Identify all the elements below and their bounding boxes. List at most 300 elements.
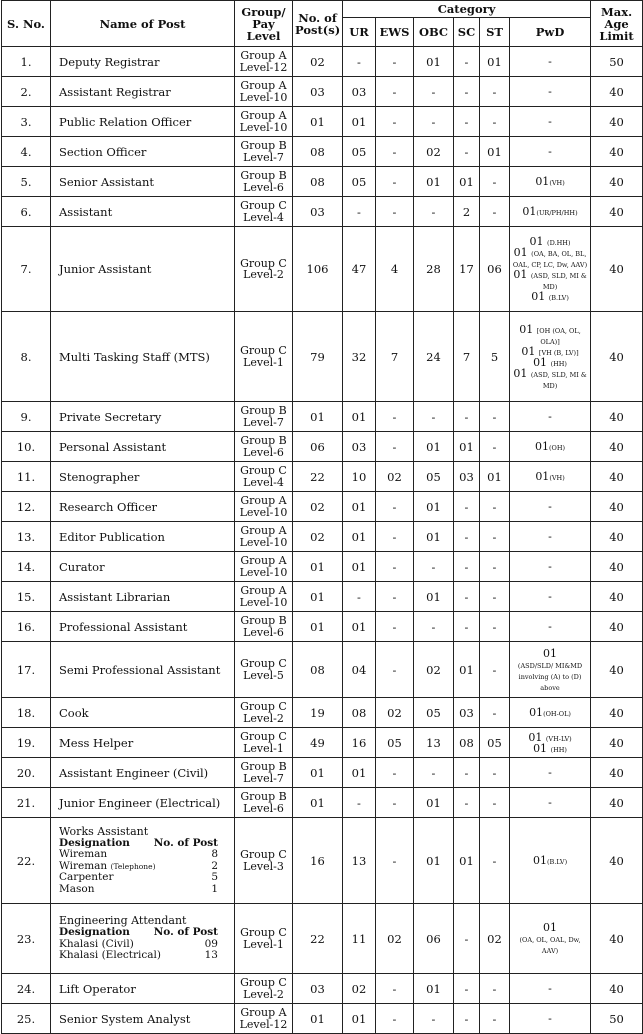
cell-posts: 02: [293, 522, 343, 552]
cell-st: 01: [480, 462, 510, 492]
designation-count: 2: [211, 859, 218, 872]
table-row: [2, 167, 643, 197]
pay-level: Level-10: [239, 535, 288, 549]
cell-pwd: [510, 312, 591, 402]
group-label: Group B: [240, 760, 287, 773]
pwd-category: (OA, BA, OL, BL, OAL, CP, LC, Dw, AAV): [512, 250, 588, 269]
cell-ews: -: [376, 432, 414, 462]
cell-sno: 9.: [2, 402, 51, 432]
cell-st: -: [480, 402, 510, 432]
group-label: Group A: [240, 554, 287, 567]
pay-level: Level-5: [243, 668, 284, 682]
cell-obc: 28: [414, 227, 454, 312]
cell-sno: 11.: [2, 462, 51, 492]
cell-pwd: -: [510, 582, 591, 612]
pay-level: Level-10: [239, 90, 288, 104]
cell-st: -: [480, 522, 510, 552]
cell-st: -: [480, 642, 510, 698]
cell-group-level: [235, 197, 293, 227]
cell-ur: 11: [343, 904, 376, 974]
pwd-count: 01: [535, 175, 550, 188]
cell-st: -: [480, 698, 510, 728]
designation-name: Wireman (Telephone): [59, 859, 156, 872]
pwd-count: 01: [532, 854, 547, 867]
pay-level: Level-1: [243, 741, 284, 755]
pwd-count: 01: [529, 235, 544, 248]
cell-sc: 01: [454, 167, 480, 197]
cell-post-name: Private Secretary: [51, 402, 235, 432]
cell-group-level: [235, 137, 293, 167]
cell-post-name: [51, 904, 235, 974]
cell-obc: 05: [414, 698, 454, 728]
cell-group-level: [235, 312, 293, 402]
pay-level: Level-4: [243, 210, 284, 224]
header-group: Group/ Pay Level: [235, 1, 293, 47]
pwd-count: 01: [519, 322, 534, 336]
pay-level: Level-10: [239, 565, 288, 579]
cell-age: 40: [591, 462, 643, 492]
cell-group-level: [235, 612, 293, 642]
cell-ur: 01: [343, 612, 376, 642]
cell-ews: -: [376, 77, 414, 107]
cell-posts: 01: [293, 758, 343, 788]
cell-sno: 18.: [2, 698, 51, 728]
cell-age: 40: [591, 612, 643, 642]
designation-count: 13: [204, 949, 218, 962]
cell-posts: 16: [293, 818, 343, 904]
group-label: Group C: [240, 926, 287, 939]
cell-group-level: [235, 582, 293, 612]
cell-age: 40: [591, 137, 643, 167]
table-row: [2, 137, 643, 167]
cell-post-name: Multi Tasking Staff (MTS): [51, 312, 235, 402]
cell-post-name: Semi Professional Assistant: [51, 642, 235, 698]
cell-ews: -: [376, 642, 414, 698]
designation-count: 5: [211, 871, 218, 884]
group-label: Group B: [240, 404, 287, 417]
table-row: [2, 462, 643, 492]
cell-sc: 01: [454, 432, 480, 462]
group-label: Group B: [240, 169, 287, 182]
designation-label: Designation: [59, 926, 130, 939]
cell-obc: 24: [414, 312, 454, 402]
table-row: [2, 904, 643, 974]
cell-ur: 01: [343, 758, 376, 788]
cell-post-name: Assistant Librarian: [51, 582, 235, 612]
cell-group-level: [235, 227, 293, 312]
cell-ews: -: [376, 402, 414, 432]
cell-posts: 03: [293, 974, 343, 1004]
pwd-line: [512, 247, 588, 269]
cell-posts: 01: [293, 402, 343, 432]
cell-group-level: [235, 47, 293, 77]
table-body: [2, 47, 643, 1034]
cell-posts: 22: [293, 904, 343, 974]
cell-sc: 2: [454, 197, 480, 227]
pwd-count: 01: [513, 246, 528, 259]
pwd-count: 01: [534, 440, 549, 453]
pay-level: Level-10: [239, 120, 288, 134]
designation-count: 1: [211, 882, 218, 895]
table-row: [2, 107, 643, 137]
cell-ews: -: [376, 197, 414, 227]
cell-sc: -: [454, 758, 480, 788]
cell-ews: -: [376, 974, 414, 1004]
cell-obc: 01: [414, 492, 454, 522]
cell-st: -: [480, 612, 510, 642]
cell-sno: 7.: [2, 227, 51, 312]
pwd-count: 01: [543, 646, 558, 660]
cell-ews: -: [376, 137, 414, 167]
cell-st: 01: [480, 137, 510, 167]
cell-post-name: Stenographer: [51, 462, 235, 492]
cell-ur: 32: [343, 312, 376, 402]
group-label: Group C: [240, 657, 287, 670]
pwd-category: (ASD, SLD, MI & MD): [530, 272, 587, 291]
table-row: [2, 197, 643, 227]
table-row: [2, 402, 643, 432]
cell-sno: 5.: [2, 167, 51, 197]
cell-st: -: [480, 582, 510, 612]
cell-post-name: Assistant Engineer (Civil): [51, 758, 235, 788]
cell-age: 40: [591, 107, 643, 137]
cell-pwd: -: [510, 1004, 591, 1034]
pay-level: Level-6: [243, 801, 284, 815]
cell-st: -: [480, 1004, 510, 1034]
pay-level: Level-3: [243, 859, 284, 873]
group-label: Group B: [240, 139, 287, 152]
cell-ews: -: [376, 552, 414, 582]
cell-group-level: [235, 904, 293, 974]
cell-sc: -: [454, 522, 480, 552]
cell-post-name: Mess Helper: [51, 728, 235, 758]
pwd-category: (VH): [549, 179, 565, 187]
cell-pwd: -: [510, 552, 591, 582]
table-row: [2, 312, 643, 402]
cell-age: 40: [591, 728, 643, 758]
cell-sc: -: [454, 904, 480, 974]
header-category: Category: [343, 1, 591, 18]
table-row: [2, 492, 643, 522]
header-ews: EWS: [376, 18, 414, 47]
cell-obc: 01: [414, 974, 454, 1004]
pwd-count: 01: [513, 268, 528, 281]
cell-pwd: -: [510, 137, 591, 167]
cell-post-name: Junior Engineer (Electrical): [51, 788, 235, 818]
cell-posts: 02: [293, 492, 343, 522]
cell-posts: 22: [293, 462, 343, 492]
cell-sno: 19.: [2, 728, 51, 758]
cell-group-level: [235, 107, 293, 137]
cell-age: 40: [591, 582, 643, 612]
cell-sc: -: [454, 107, 480, 137]
pay-level: Level-1: [243, 355, 284, 369]
cell-group-level: [235, 462, 293, 492]
designation-name: Wireman: [59, 848, 108, 861]
table-row: [2, 758, 643, 788]
pay-level: Level-2: [243, 711, 284, 725]
cell-ews: -: [376, 522, 414, 552]
cell-ur: 01: [343, 402, 376, 432]
cell-ur: 13: [343, 818, 376, 904]
cell-post-name: Section Officer: [51, 137, 235, 167]
designation-item: [59, 884, 232, 896]
cell-ur: 02: [343, 974, 376, 1004]
cell-st: -: [480, 974, 510, 1004]
cell-ur: 05: [343, 167, 376, 197]
cell-posts: 01: [293, 612, 343, 642]
group-label: Group C: [240, 700, 287, 713]
cell-group-level: [235, 974, 293, 1004]
cell-sno: 1.: [2, 47, 51, 77]
cell-obc: 01: [414, 582, 454, 612]
cell-ews: -: [376, 107, 414, 137]
cell-posts: 01: [293, 552, 343, 582]
designation-name: Khalasi (Electrical): [59, 949, 161, 962]
cell-posts: 01: [293, 1004, 343, 1034]
cell-age: 40: [591, 227, 643, 312]
cell-sc: 08: [454, 728, 480, 758]
cell-ews: -: [376, 1004, 414, 1034]
cell-obc: 13: [414, 728, 454, 758]
cell-sno: 2.: [2, 77, 51, 107]
designation-item: [59, 950, 232, 962]
no-of-post-label: No. of Post: [153, 926, 218, 939]
group-label: Group C: [240, 199, 287, 212]
cell-ur: 08: [343, 698, 376, 728]
table-row: [2, 788, 643, 818]
cell-group-level: [235, 698, 293, 728]
cell-age: 40: [591, 974, 643, 1004]
cell-age: 40: [591, 167, 643, 197]
cell-obc: 01: [414, 432, 454, 462]
cell-pwd: [510, 642, 591, 698]
cell-obc: -: [414, 758, 454, 788]
cell-group-level: [235, 642, 293, 698]
cell-ews: -: [376, 47, 414, 77]
cell-group-level: [235, 167, 293, 197]
cell-post-name: Senior System Analyst: [51, 1004, 235, 1034]
cell-pwd: [510, 728, 591, 758]
cell-obc: 01: [414, 47, 454, 77]
cell-post-name: Deputy Registrar: [51, 47, 235, 77]
table-row: [2, 698, 643, 728]
cell-sc: -: [454, 974, 480, 1004]
cell-post-name: Senior Assistant: [51, 167, 235, 197]
cell-pwd: [510, 197, 591, 227]
designation-name: Mason: [59, 882, 95, 895]
cell-st: 05: [480, 728, 510, 758]
cell-group-level: [235, 77, 293, 107]
cell-sc: -: [454, 582, 480, 612]
table-row: [2, 47, 643, 77]
group-label: Group C: [240, 256, 287, 270]
designation-name: Khalasi (Civil): [59, 937, 134, 950]
cell-ur: 01: [343, 492, 376, 522]
cell-obc: 01: [414, 788, 454, 818]
cell-sno: 10.: [2, 432, 51, 462]
group-label: Group B: [240, 614, 287, 627]
cell-group-level: [235, 552, 293, 582]
cell-group-level: [235, 432, 293, 462]
cell-ur: 01: [343, 107, 376, 137]
cell-sno: 21.: [2, 788, 51, 818]
cell-sno: 25.: [2, 1004, 51, 1034]
header-sc: SC: [454, 18, 480, 47]
cell-pwd: [510, 818, 591, 904]
pwd-category: (VH-LV): [545, 734, 572, 743]
designation-name: Carpenter: [59, 871, 114, 884]
cell-obc: -: [414, 107, 454, 137]
group-label: Group A: [240, 524, 287, 537]
cell-ews: 7: [376, 312, 414, 402]
cell-pwd: -: [510, 788, 591, 818]
cell-posts: 06: [293, 432, 343, 462]
group-label: Group A: [240, 1006, 287, 1019]
cell-ews: -: [376, 582, 414, 612]
cell-age: 40: [591, 698, 643, 728]
cell-age: 40: [591, 552, 643, 582]
pay-level: Level-6: [243, 180, 284, 194]
cell-sc: 01: [454, 818, 480, 904]
cell-sc: 17: [454, 227, 480, 312]
pay-level: Level-6: [243, 625, 284, 639]
cell-pwd: [510, 167, 591, 197]
pay-level: Level-10: [239, 595, 288, 609]
cell-age: 40: [591, 77, 643, 107]
cell-post-name: Curator: [51, 552, 235, 582]
group-label: Group A: [240, 584, 287, 597]
cell-post-name: Assistant: [51, 197, 235, 227]
cell-sno: 16.: [2, 612, 51, 642]
cell-obc: -: [414, 197, 454, 227]
group-label: Group A: [240, 109, 287, 122]
table-row: [2, 522, 643, 552]
cell-obc: 05: [414, 462, 454, 492]
cell-ews: -: [376, 167, 414, 197]
no-of-post-label: No. of Post: [153, 836, 218, 849]
cell-ur: 03: [343, 432, 376, 462]
pay-level: Level-2: [243, 987, 284, 1001]
cell-st: -: [480, 758, 510, 788]
cell-pwd: [510, 227, 591, 312]
cell-group-level: [235, 788, 293, 818]
cell-ews: -: [376, 818, 414, 904]
pay-level: Level-4: [243, 475, 284, 489]
cell-sc: -: [454, 402, 480, 432]
pwd-count: 01: [529, 706, 544, 719]
cell-age: 40: [591, 402, 643, 432]
cell-posts: 02: [293, 47, 343, 77]
cell-sno: 20.: [2, 758, 51, 788]
cell-st: -: [480, 788, 510, 818]
cell-ur: 16: [343, 728, 376, 758]
group-label: Group B: [240, 790, 287, 803]
cell-pwd: -: [510, 974, 591, 1004]
header-posts: No. of Post(s): [293, 1, 343, 47]
cell-posts: 08: [293, 642, 343, 698]
pay-level: Level-7: [243, 150, 284, 164]
pwd-count: 01: [522, 205, 537, 218]
pwd-count: 01: [533, 741, 548, 755]
cell-ews: 02: [376, 462, 414, 492]
posts-table: [1, 0, 643, 1034]
cell-pwd: [510, 698, 591, 728]
pay-level: Level-6: [243, 445, 284, 459]
post-title: Engineering Attendant: [59, 914, 187, 928]
cell-posts: 01: [293, 107, 343, 137]
pay-level: Level-12: [239, 60, 288, 74]
cell-st: 02: [480, 904, 510, 974]
cell-obc: -: [414, 1004, 454, 1034]
cell-age: 50: [591, 47, 643, 77]
cell-posts: 03: [293, 77, 343, 107]
table-row: [2, 1004, 643, 1034]
group-label: Group C: [240, 464, 287, 477]
cell-sno: 17.: [2, 642, 51, 698]
cell-post-name: Professional Assistant: [51, 612, 235, 642]
cell-ews: 02: [376, 698, 414, 728]
cell-ews: -: [376, 788, 414, 818]
cell-st: -: [480, 77, 510, 107]
group-label: Group C: [240, 848, 287, 861]
pay-level: Level-12: [239, 1017, 288, 1031]
cell-age: 40: [591, 758, 643, 788]
cell-sno: 24.: [2, 974, 51, 1004]
cell-post-name: Research Officer: [51, 492, 235, 522]
pwd-count: 01: [535, 470, 550, 483]
table-row: [2, 227, 643, 312]
header-st: ST: [480, 18, 510, 47]
cell-ews: 02: [376, 904, 414, 974]
cell-pwd: -: [510, 402, 591, 432]
cell-sno: 3.: [2, 107, 51, 137]
cell-sc: -: [454, 137, 480, 167]
cell-post-name: Cook: [51, 698, 235, 728]
cell-posts: 19: [293, 698, 343, 728]
cell-posts: 79: [293, 312, 343, 402]
cell-sno: 8.: [2, 312, 51, 402]
cell-obc: 01: [414, 818, 454, 904]
cell-post-name: Lift Operator: [51, 974, 235, 1004]
header-ur: UR: [343, 18, 376, 47]
cell-ews: -: [376, 492, 414, 522]
post-title: Works Assistant: [59, 824, 149, 838]
cell-st: -: [480, 167, 510, 197]
cell-pwd: -: [510, 107, 591, 137]
table-row: [2, 552, 643, 582]
pwd-count: 01: [513, 366, 528, 380]
pwd-line: [512, 732, 588, 743]
group-label: Group C: [240, 730, 287, 743]
designation-count: 09: [204, 937, 218, 950]
cell-obc: 01: [414, 522, 454, 552]
pay-level: Level-10: [239, 505, 288, 519]
cell-ur: 10: [343, 462, 376, 492]
pay-level: Level-7: [243, 771, 284, 785]
cell-st: -: [480, 818, 510, 904]
header-obc: OBC: [414, 18, 454, 47]
cell-group-level: [235, 758, 293, 788]
pwd-count: 01: [543, 921, 558, 934]
cell-obc: -: [414, 612, 454, 642]
cell-pwd: [510, 462, 591, 492]
cell-pwd: -: [510, 77, 591, 107]
pwd-count: 01: [528, 730, 543, 744]
cell-post-name: Public Relation Officer: [51, 107, 235, 137]
cell-post-name: Junior Assistant: [51, 227, 235, 312]
cell-sno: 12.: [2, 492, 51, 522]
